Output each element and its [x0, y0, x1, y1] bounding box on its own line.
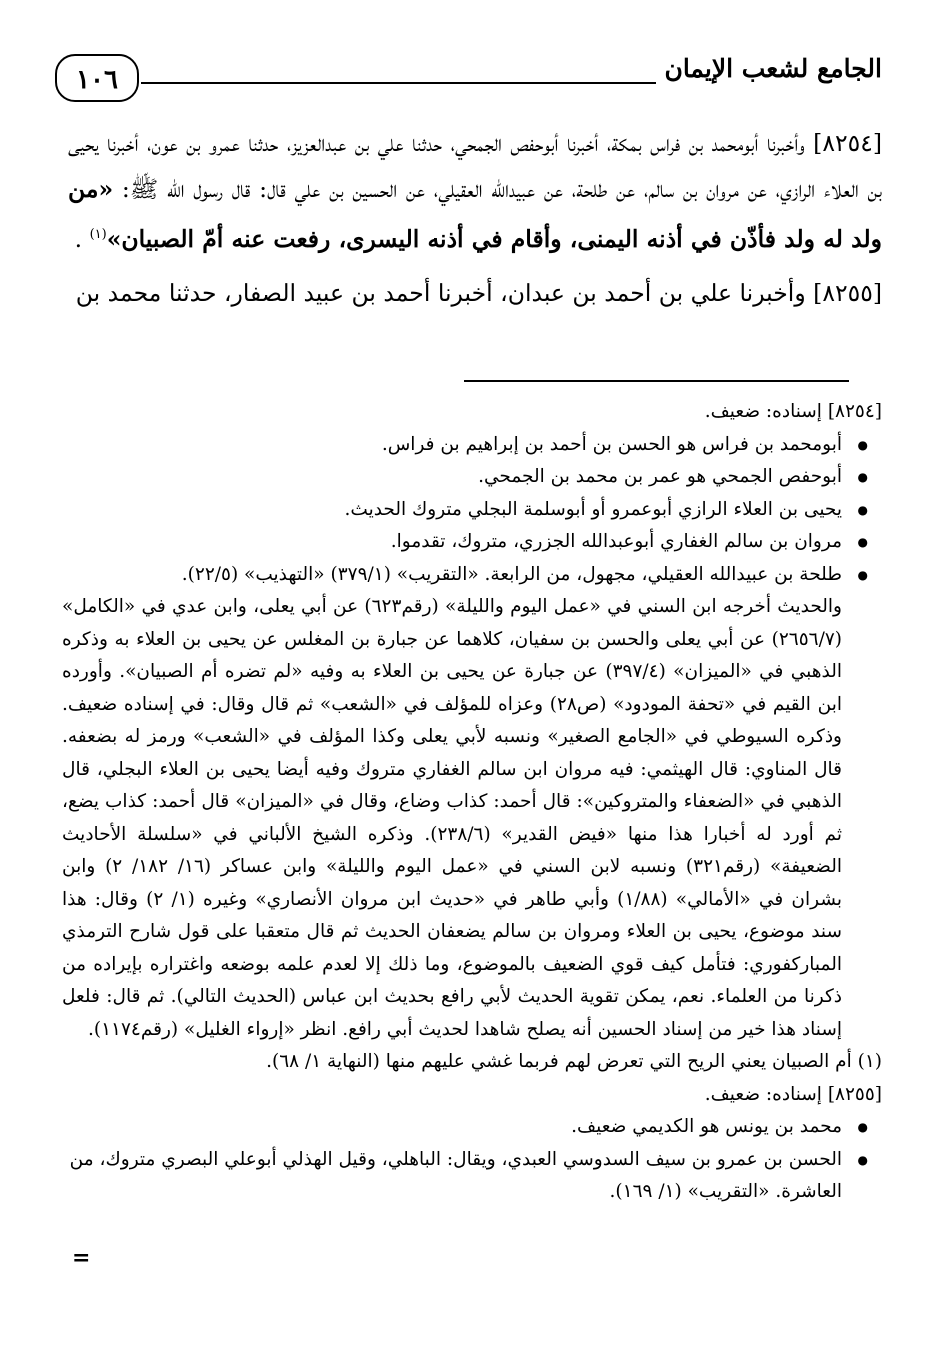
list-item: ● يحيى بن العلاء الرازي أبوعمرو أو أبوسلمة البجلي متروك الحديث.: [62, 494, 882, 527]
page-header: [55, 40, 882, 100]
main-text: [68, 120, 882, 316]
footnote-rule: [464, 380, 849, 382]
footnote-heading-8254: [٨٢٥٤] إسناده: ضعيف.: [704, 401, 882, 422]
gloss-footnote-1: (١) أم الصبيان يعني الريح التي تعرض لهم فربما غشي عليهم منها (النهاية ١/ ٦٨).: [266, 1051, 882, 1072]
list-item: ● الحسن بن عمرو بن سيف السدوسي العبدي، ويقال: الباهلي، وقيل الهذلي أبوعلي البصري متروك، من العاشرة. «التقريب» (١/ ١٦٩).: [62, 1144, 882, 1209]
list-item: ● مروان بن سالم الغفاري أبوعبدالله الجزري، متروك، تقدموا.: [62, 526, 882, 559]
hadith-number: [٨٢٥٤]: [813, 129, 882, 157]
hadith-number: [٨٢٥٥]: [813, 278, 882, 307]
takhrij-paragraph: والحديث أخرجه ابن السني في «عمل اليوم والليلة» (رقم٦٢٣) عن أبي يعلى، وابن عدي في «الكامل» (٢٦٥٦/٧) عن أبي يعلى والحسن بن سفيان، كلاهما عن جبارة بن المغلس عن يحيى بن العلاء به وذكره الذهبي في «الميزان» (٣٩٧/٤) عن جبارة عن يحيى بن العلاء به وفيه «لم تضره أم الصبيان». وأورده ابن القيم في «تحفة المودود» (ص٢٨) وعزاه للمؤلف في «الشعب» ثم قال وقال: في إسناده ضعيف. وذكره السيوطي في «الجامع الصغير» ونسبه لأبي يعلى وكذا المؤلف في «الشعب» ورمز له بضعفه. قال المناوي: قال الهيثمي: فيه مروان ابن سالم الغفاري متروك وفيه أيضا يحيى بن العلاء البجلي، قال الذهبي في «الضعفاء والمتروكين»: قال أحمد: كذاب وضاع، وقال في «الميزان» قال أحمد: كذاب يضع، ثم أورد له أخبارا هذا منها «فيض القدير» (٢٣٨/٦). وذكره الشيخ الألباني في «سلسلة الأحاديث الضعيفة» (رقم٣٢١) ونسبه لابن السني في «عمل اليوم والليلة» وابن عساكر (١٦/ ١٨٢/ ٢) وابن بشران في «الأمالي» (١/٨٨) وأبي طاهر في «حديث ابن مروان الأنصاري» وغيره (١/ ٢) وقال: هذا سند موضوع، يحيى بن العلاء ومروان بن سالم يضعفان الحديث ثم قال متعقبا على قول شارح الترمذي المباركفوري: فتأمل كيف قوي الضعيف بالموضوع، وما ذلك إلا لعدم علمه بوضعه واغتراره بإيراده من ذكرنا من العلماء. نعم، يمكن تقوية الحديث لأبي رافع بحديث ابن عباس (الحديث التالي). ثم قال: فلعل إسناد هذا خير من إسناد الحسين أنه يصلح شاهدا لحديث أبي رافع. انظر «إرواء الغليل» (رقم١١٧٤).: [62, 596, 842, 1040]
hadith-isnad: وأخبرنا علي بن أحمد بن عبدان، أخبرنا أحمد بن عبيد الصفار، حدثنا محمد بن: [75, 278, 806, 307]
page-number: ١٠٦: [55, 54, 139, 102]
footnotes: [62, 396, 882, 1209]
hadith-end: .: [74, 224, 83, 253]
footnote-ref: (١): [89, 227, 107, 242]
running-title: الجامع لشعب الإيمان: [664, 54, 882, 83]
hadith-8255: [68, 270, 882, 316]
narrator-list-8254: [62, 429, 882, 592]
hadith-isnad: وأخبرنا أبومحمد بن فراس بمكة، أخبرنا أبوحفص الجمحي، حدثنا علي بن عبدالعزيز، حدثنا عمرو بن عون، أخبرنا يحيى بن العلاء الرازي، عن مروان بن سالم، عن طلحة، عن عبيدالله العقيلي، عن الحسين بن علي قال: قال رسول الله ﷺ:: [68, 129, 882, 203]
header-rule: [141, 82, 656, 84]
list-item: ● محمد بن يونس هو الكديمي ضعيف.: [62, 1111, 882, 1144]
list-item: ● أبوحفص الجمحي هو عمر بن محمد بن الجمحي.: [62, 461, 882, 494]
hadith-8254: [68, 120, 882, 262]
footnote-heading-8255: [٨٢٥٥] إسناده: ضعيف.: [704, 1083, 882, 1105]
list-item: ● طلحة بن عبيدالله العقيلي، مجهول، من الرابعة. «التقريب» (٣٧٩/١) «التهذيب» (٢٢/٥).: [62, 559, 882, 592]
list-item: ● أبومحمد بن فراس هو الحسن بن أحمد بن إبراهيم بن فراس.: [62, 429, 882, 462]
continuation-mark: =: [72, 1245, 91, 1271]
narrator-list-8255: [62, 1111, 882, 1209]
hadith-matn: «من ولد له ولد فأذّن في أذنه اليمنى، وأقام في أذنه اليسرى، رفعت عنه أمّ الصبيان»: [68, 175, 882, 253]
